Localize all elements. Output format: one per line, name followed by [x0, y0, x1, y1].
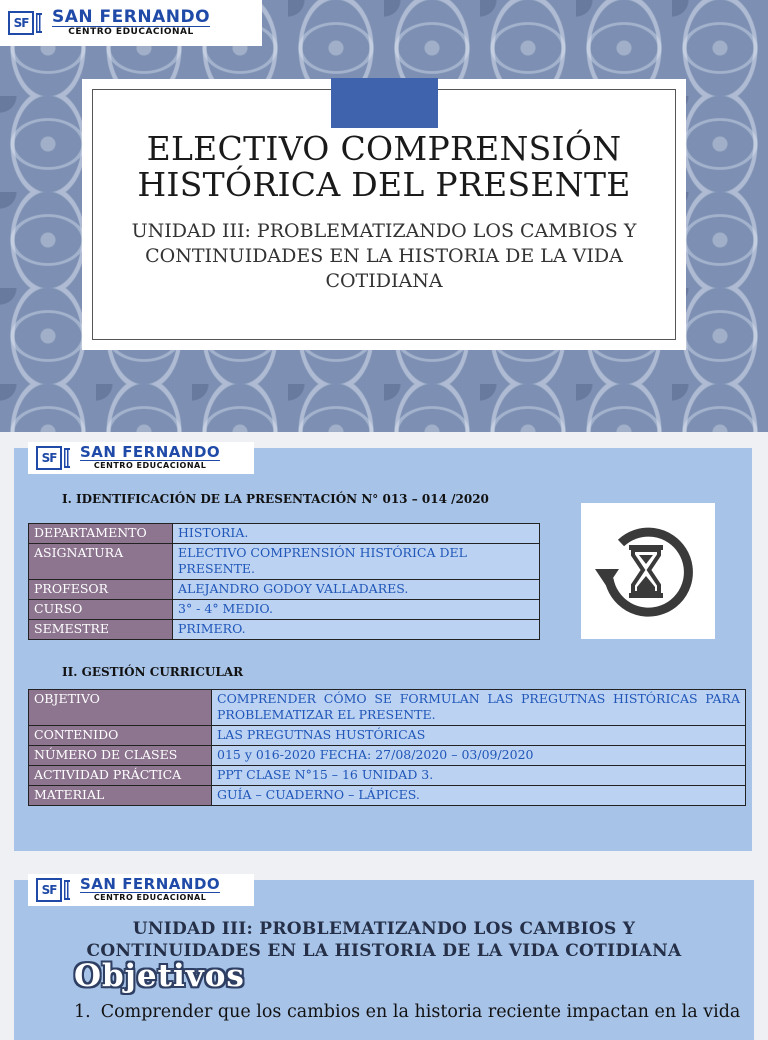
table-row [29, 544, 540, 580]
row-key: MATERIAL [29, 786, 212, 806]
unit-title-line-1: UNIDAD III: PROBLEMATIZANDO LOS CAMBIOS Y [132, 919, 636, 939]
logo-name: SAN FERNANDO [80, 875, 221, 893]
subtitle-line-3: COTIDIANA [325, 270, 443, 292]
row-key: NÚMERO DE CLASES [29, 746, 212, 766]
main-title-line-1: ELECTIVO COMPRENSIÓN [146, 129, 622, 168]
row-value: ELECTIVO COMPRENSIÓN HISTÓRICA DEL PRESENTE. [173, 544, 540, 580]
row-key: ASIGNATURA [29, 544, 173, 580]
table-row [29, 786, 746, 806]
history-hourglass-icon [581, 503, 715, 639]
table-row [29, 766, 746, 786]
row-value: 3° - 4° MEDIO. [173, 600, 540, 620]
objective-item-text: Comprender que los cambios en la historia reciente impactan en la vida [100, 1002, 741, 1022]
main-title-line-2: HISTÓRICA DEL PRESENTE [137, 165, 631, 204]
school-logo [0, 0, 262, 46]
main-title [82, 131, 686, 203]
unit-title-line-2: CONTINUIDADES EN LA HISTORIA DE LA VIDA COTIDIANA [86, 941, 682, 961]
subtitle-line-2: CONTINUIDADES EN LA HISTORIA DE LA VIDA [145, 245, 623, 267]
row-key: OBJETIVO [29, 690, 212, 726]
unit-title [40, 918, 728, 962]
objectives-heading: Objetivos [74, 958, 245, 994]
title-slide [0, 0, 768, 432]
row-value: 015 y 016-2020 FECHA: 27/08/2020 – 03/09/2020 [212, 746, 746, 766]
table-row [29, 580, 540, 600]
row-key: PROFESOR [29, 580, 173, 600]
logo-mark: SF [8, 11, 34, 35]
table-row [29, 600, 540, 620]
identification-table [28, 523, 540, 640]
row-key: ACTIVIDAD PRÁCTICA [29, 766, 212, 786]
school-logo-slide2 [28, 442, 254, 474]
logo-tagline: CENTRO EDUCACIONAL [52, 26, 210, 38]
table-row [29, 746, 746, 766]
logo-name: SAN FERNANDO [52, 6, 211, 27]
logo-mark: SF [36, 446, 62, 470]
subtitle [98, 219, 670, 294]
logo-tagline: CENTRO EDUCACIONAL [80, 460, 220, 471]
logo-bars [36, 13, 42, 33]
section-identification-title: I. IDENTIFICACIÓN DE LA PRESENTACIÓN N° 013 – 014 /2020 [62, 492, 489, 506]
subtitle-line-1: UNIDAD III: PROBLEMATIZANDO LOS CAMBIOS Y [131, 220, 637, 242]
logo-tagline: CENTRO EDUCACIONAL [80, 892, 220, 903]
school-logo-slide3 [28, 874, 254, 906]
row-key: DEPARTAMENTO [29, 524, 173, 544]
row-value: GUÍA – CUADERNO – LÁPICES. [212, 786, 746, 806]
objective-item-number: 1. [74, 1002, 91, 1022]
row-value: COMPRENDER CÓMO SE FORMULAN LAS PREGUTNAS HISTÓRICAS PARA PROBLEMATIZAR EL PRESENTE. [212, 690, 746, 726]
objective-item [74, 1002, 740, 1022]
row-value: LAS PREGUTNAS HUSTÓRICAS [212, 726, 746, 746]
section-curricular-title: II. GESTIÓN CURRICULAR [62, 665, 244, 679]
logo-mark: SF [36, 878, 62, 902]
table-row [29, 620, 540, 640]
table-row [29, 726, 746, 746]
row-value: ALEJANDRO GODOY VALLADARES. [173, 580, 540, 600]
title-accent-bar [331, 78, 438, 128]
table-row [29, 524, 540, 544]
row-value: HISTORIA. [173, 524, 540, 544]
table-row [29, 690, 746, 726]
row-key: SEMESTRE [29, 620, 173, 640]
logo-name: SAN FERNANDO [80, 443, 221, 461]
curricular-table [28, 689, 746, 806]
row-value: PRIMERO. [173, 620, 540, 640]
row-value: PPT CLASE N°15 – 16 UNIDAD 3. [212, 766, 746, 786]
logo-bars [64, 880, 70, 900]
row-key: CURSO [29, 600, 173, 620]
logo-bars [64, 448, 70, 468]
row-key: CONTENIDO [29, 726, 212, 746]
